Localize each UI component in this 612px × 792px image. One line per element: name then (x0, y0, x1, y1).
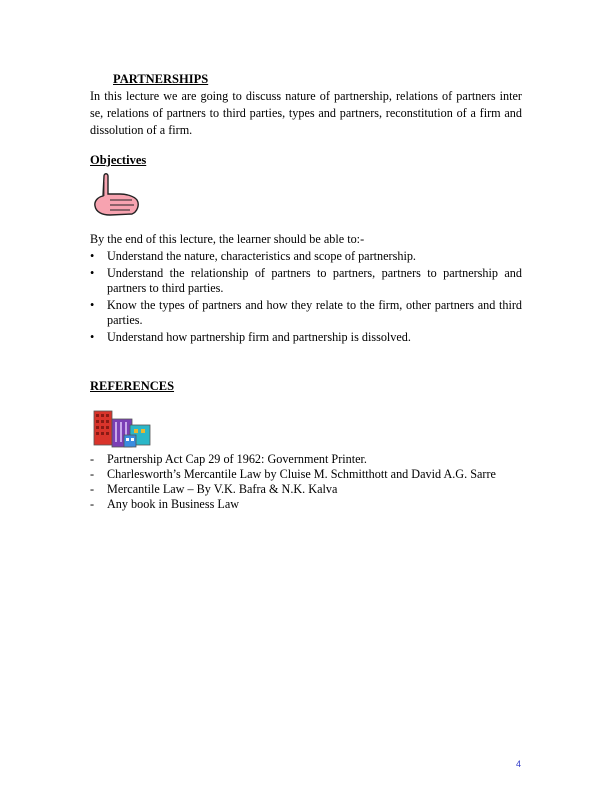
objectives-heading: Objectives (90, 153, 147, 167)
list-item: • Understand the nature, characteristics and scope of partnership. (90, 249, 522, 264)
pointing-hand-icon (90, 172, 142, 220)
list-item: - Mercantile Law – By V.K. Bafra & N.K. Kalva (90, 482, 522, 497)
page-number: 4 (516, 759, 522, 769)
page-title: PARTNERSHIPS (113, 72, 209, 86)
references-list (90, 452, 522, 512)
list-item: - Any book in Business Law (90, 497, 522, 512)
list-item: • Know the types of partners and how they relate to the firm, other partners and third parties. (90, 298, 522, 328)
intro-paragraph: In this lecture we are going to discuss nature of partnership, relations of partners inter se, relations of partners to third parties, types and partners, reconstitution of a firm and dissolution of a firm. (90, 89, 522, 137)
list-item: • Understand the relationship of partners to partners, partners to partnership and partners to third parties. (90, 266, 522, 296)
list-item: - Charlesworth’s Mercantile Law by Cluise M. Schmitthott and David A.G. Sarre (90, 467, 522, 482)
references-heading: REFERENCES (90, 379, 175, 393)
objectives-lead: By the end of this lecture, the learner should be able to:- (90, 232, 365, 246)
list-item: • Understand how partnership firm and partnership is dissolved. (90, 330, 522, 345)
buildings-icon (90, 401, 154, 453)
objectives-list (90, 249, 522, 347)
list-item: - Partnership Act Cap 29 of 1962: Government Printer. (90, 452, 522, 467)
